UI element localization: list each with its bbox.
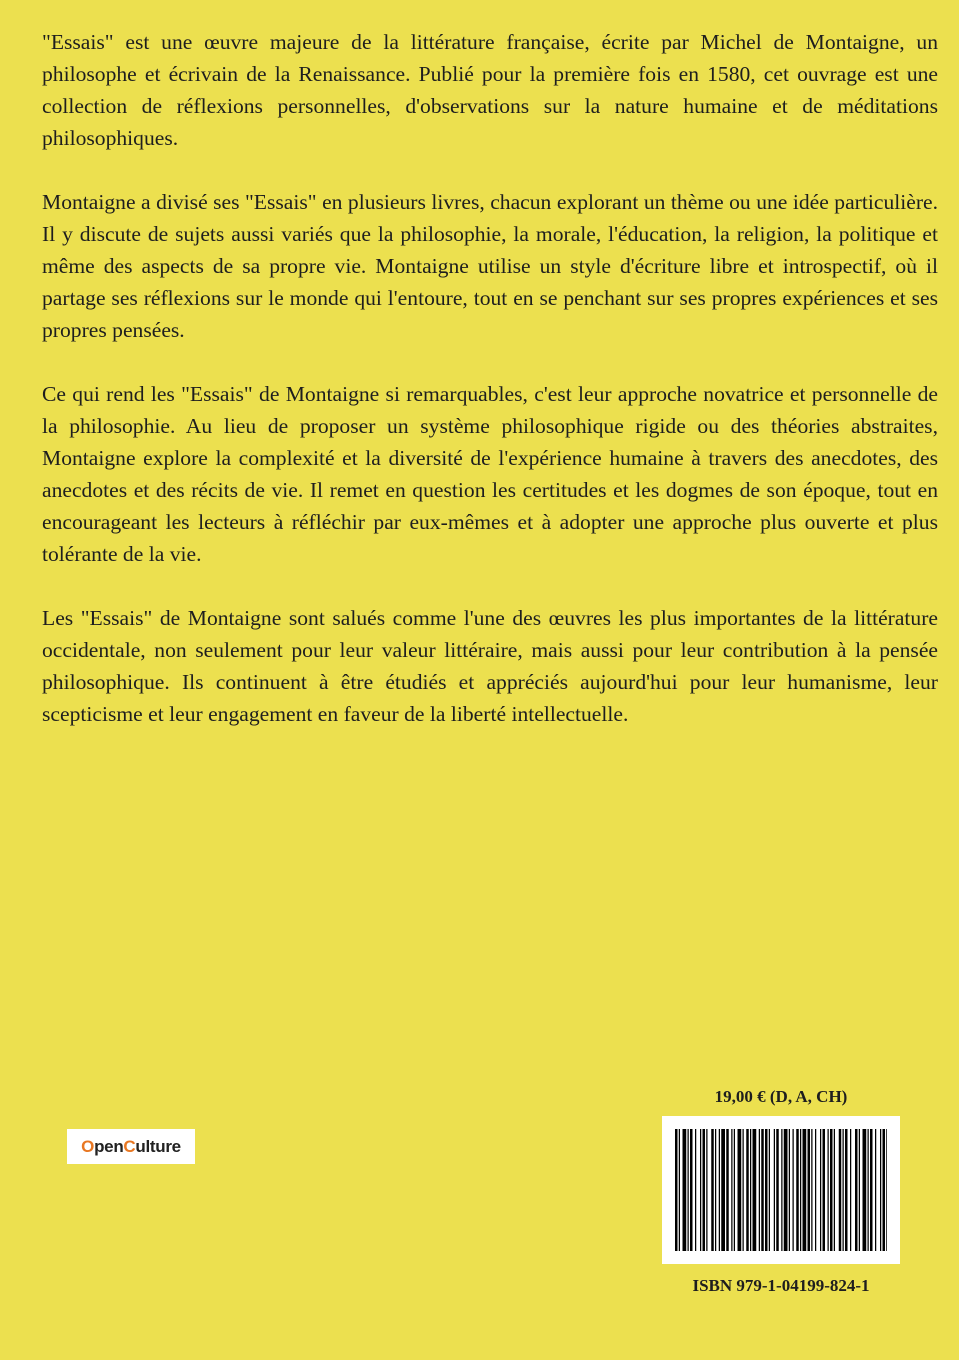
barcode-bar (886, 1129, 887, 1251)
barcode (662, 1116, 900, 1264)
barcode-bar (750, 1129, 751, 1251)
isbn-label: ISBN 979-1-04199-824-1 (692, 1276, 870, 1295)
barcode-bar (774, 1129, 775, 1251)
barcode-bar (695, 1129, 696, 1251)
barcode-bar (800, 1129, 801, 1251)
barcode-bar (706, 1129, 707, 1251)
paragraph-4: Les "Essais" de Montaigne sont salués comme l'une des œuvres les plus importantes de la littérature occidentale, non seulement pour leur valeur littéraire, mais aussi pour leur contribution à la pensée philosophique. Ils continuent à être étudiés et appréciés aujourd'hui pour leur humanisme, leur scepticisme et leur engagement en faveur de la liberté intellectuelle. (42, 606, 938, 726)
back-cover-text (42, 26, 938, 762)
barcode-bar (880, 1129, 881, 1251)
barcode-bar (753, 1129, 757, 1251)
barcode-bar (855, 1129, 858, 1251)
barcode-bar (746, 1129, 749, 1251)
barcode-bar (839, 1129, 842, 1251)
barcode-bar (828, 1129, 829, 1251)
barcode-bar (781, 1129, 782, 1251)
barcode-bar (863, 1129, 867, 1251)
barcode-bar (683, 1129, 687, 1251)
barcode-bar (761, 1129, 764, 1251)
barcode-bar (859, 1129, 860, 1251)
paragraph-3: Ce qui rend les "Essais" de Montaigne si remarquables, c'est leur approche novatrice et personnelle de la philosophie. Au lieu de proposer un système philosophique rigide ou des théories abstraites, Montaigne explore la complexité et la diversité de l'expérience humaine à travers des anecdotes, des anecdotes et des récits de vie. Il remet en question les certitudes et les dogmes de son époque, tout en encourageant les lecteurs à réfléchir par eux-mêmes et à adopter une approche plus ouverte et plus tolérante de la vie. (42, 382, 938, 566)
barcode-bar (765, 1129, 768, 1251)
barcode-bar (731, 1129, 732, 1251)
barcode-bar (759, 1129, 760, 1251)
barcode-bar (830, 1129, 833, 1251)
barcode-bar (690, 1129, 693, 1251)
paragraph-1: "Essais" est une œuvre majeure de la littérature française, écrite par Michel de Montaigne, un philosophe et écrivain de la Renaissance. Publié pour la première fois en 1580, cet ouvrage est une collection de réflexions personnelles, d'observations sur la nature humaine et de méditations philosophiques. (42, 30, 938, 150)
logo-letter-c: C (123, 1136, 136, 1156)
barcode-bar (803, 1129, 807, 1251)
paragraph-2: Montaigne a divisé ses "Essais" en plusieurs livres, chacun explorant un thème ou une idée particulière. Il y discute de sujets aussi variés que la philosophie, la morale, l'éducation, la religion, la politique et même des aspects de sa propre vie. Montaigne utilise un style d'écriture libre et introspectif, où il partage ses réflexions sur le monde qui l'entoure, tout en se penchant sur ses propres expériences et ses propres pensées. (42, 190, 938, 342)
barcode-bar (675, 1129, 678, 1251)
barcode-bar (688, 1129, 689, 1251)
barcode-bar (715, 1129, 716, 1251)
barcode-bar (868, 1129, 869, 1251)
logo-letter-o: O (81, 1136, 95, 1156)
barcode-bar (815, 1129, 816, 1251)
barcode-bar (703, 1129, 706, 1251)
price-label: 19,00 € (D, A, CH) (714, 1087, 848, 1106)
barcode-bar (850, 1129, 851, 1251)
barcode-bar (776, 1129, 779, 1251)
barcode-bar (820, 1129, 821, 1251)
barcode-bar (721, 1129, 725, 1251)
barcode-bar (843, 1129, 844, 1251)
barcode-bar (823, 1129, 826, 1251)
barcode-bar (796, 1129, 799, 1251)
barcode-bar (734, 1129, 735, 1251)
barcode-bar (700, 1129, 701, 1251)
barcode-bar (811, 1129, 812, 1251)
barcode-bar (726, 1129, 729, 1251)
barcode-bar (870, 1129, 873, 1251)
barcode-bar (789, 1129, 790, 1251)
barcode-bar (679, 1129, 680, 1251)
barcode-bar (738, 1129, 742, 1251)
barcode-bars (675, 1129, 887, 1251)
barcode-bar (743, 1129, 744, 1251)
logo-text-ulture: ulture (135, 1136, 181, 1156)
barcode-bar (793, 1129, 794, 1251)
barcode-bar (784, 1129, 788, 1251)
barcode-bar (834, 1129, 835, 1251)
barcode-bar (769, 1129, 770, 1251)
barcode-bar (845, 1129, 848, 1251)
logo-text-pen: pen (94, 1136, 124, 1156)
barcode-bar (883, 1129, 886, 1251)
barcode-bar (875, 1129, 876, 1251)
barcode-bar (719, 1129, 720, 1251)
publisher-logo (67, 1129, 195, 1164)
barcode-bar (711, 1129, 714, 1251)
barcode-bar (808, 1129, 811, 1251)
